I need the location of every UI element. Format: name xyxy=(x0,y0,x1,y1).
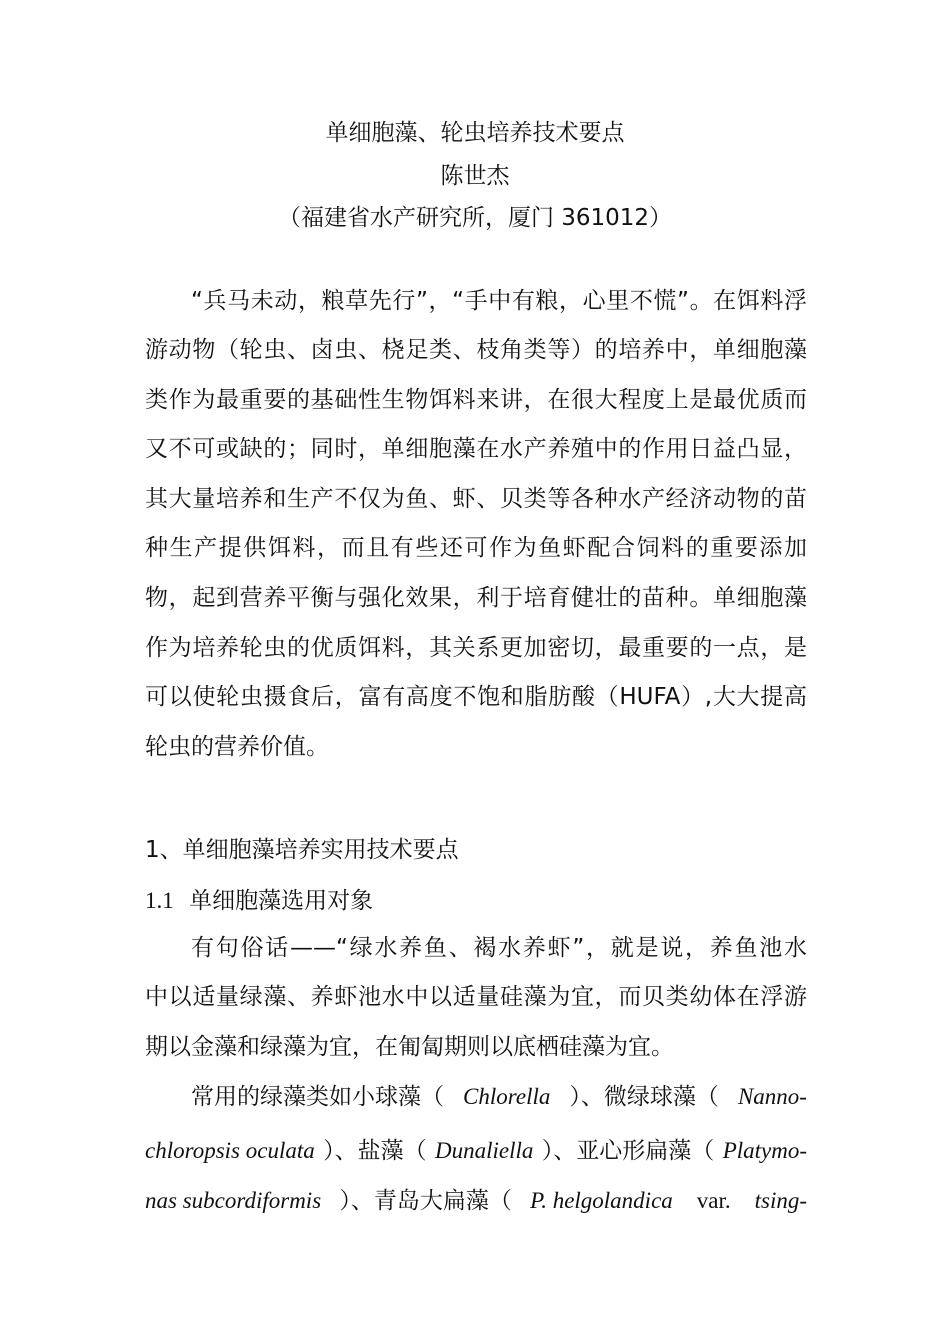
paragraph-line xyxy=(145,1186,807,1216)
subsection-heading xyxy=(145,886,807,916)
species-name: chloropsis oculata xyxy=(145,1138,315,1163)
document-title: 单细胞藻、轮虫培养技术要点 xyxy=(325,120,625,146)
species-name: Chlorella xyxy=(463,1084,551,1109)
intro-line: 游动物（轮虫、卤虫、桡足类、枝角类等）的培养中，单细胞藻 xyxy=(145,337,807,363)
intro-line: 种生产提供饵料，而且有些还可作为鱼虾配合饲料的重要添加 xyxy=(145,535,807,561)
intro-line: 可以使轮虫摄食后，富有高度不饱和脂肪酸（HUFA）,大大提高 xyxy=(145,684,807,710)
section-heading: 1、单细胞藻培养实用技术要点 xyxy=(145,837,459,863)
subsection-title: 单细胞藻选用对象 xyxy=(189,888,374,914)
author-name: 陈世杰 xyxy=(440,163,510,189)
paragraph-line: 中以适量绿藻、养虾池水中以适量硅藻为宜，而贝类幼体在浮游 xyxy=(145,984,807,1010)
intro-line: “兵马未动，粮草先行”，“手中有粮，心里不慌”。在饵料浮 xyxy=(191,288,807,314)
intro-line: 物，起到营养平衡与强化效果，利于培育健壮的苗种。单细胞藻 xyxy=(145,585,807,611)
intro-line: 作为培养轮虫的优质饵料，其关系更加密切，最重要的一点，是 xyxy=(145,635,807,661)
intro-line: 轮虫的营养价值。 xyxy=(145,734,329,760)
text-run: ）、盐藻（ xyxy=(323,1138,427,1164)
paragraph-line: 期以金藻和绿藻为宜，在匍匐期则以底栖硅藻为宜。 xyxy=(145,1034,674,1060)
text-run: ）、青岛大扁藻（ xyxy=(339,1188,512,1214)
species-name: Dunaliella xyxy=(435,1138,534,1163)
species-name: nas subcordiformis xyxy=(145,1188,322,1213)
intro-line: 其大量培养和生产不仅为鱼、虾、贝类等各种水产经济动物的苗 xyxy=(145,486,807,512)
subsection-number: 1.1 xyxy=(145,888,174,913)
text-run: ）、微绿球藻（ xyxy=(569,1084,719,1110)
species-name: Platymo- xyxy=(722,1138,807,1163)
author-affiliation: （福建省水产研究所，厦门 361012） xyxy=(277,205,673,231)
paragraph-line xyxy=(145,1082,807,1112)
text-run: ）、亚心形扁藻（ xyxy=(541,1138,715,1164)
paragraph-line: 有句俗话——“绿水养鱼、褐水养虾”，就是说，养鱼池水 xyxy=(191,935,807,961)
species-name: P. helgolandica xyxy=(530,1188,673,1213)
text-run: 常用的绿藻类如小球藻（ xyxy=(191,1084,444,1110)
paragraph-line xyxy=(145,1136,807,1166)
text-run: var. xyxy=(691,1188,737,1213)
intro-line: 又不可或缺的；同时，单细胞藻在水产养殖中的作用日益凸显， xyxy=(145,436,807,462)
species-name: tsing- xyxy=(754,1188,807,1213)
intro-line: 类作为最重要的基础性生物饵料来讲，在很大程度上是最优质而 xyxy=(145,387,807,413)
species-name: Nanno- xyxy=(737,1084,807,1109)
